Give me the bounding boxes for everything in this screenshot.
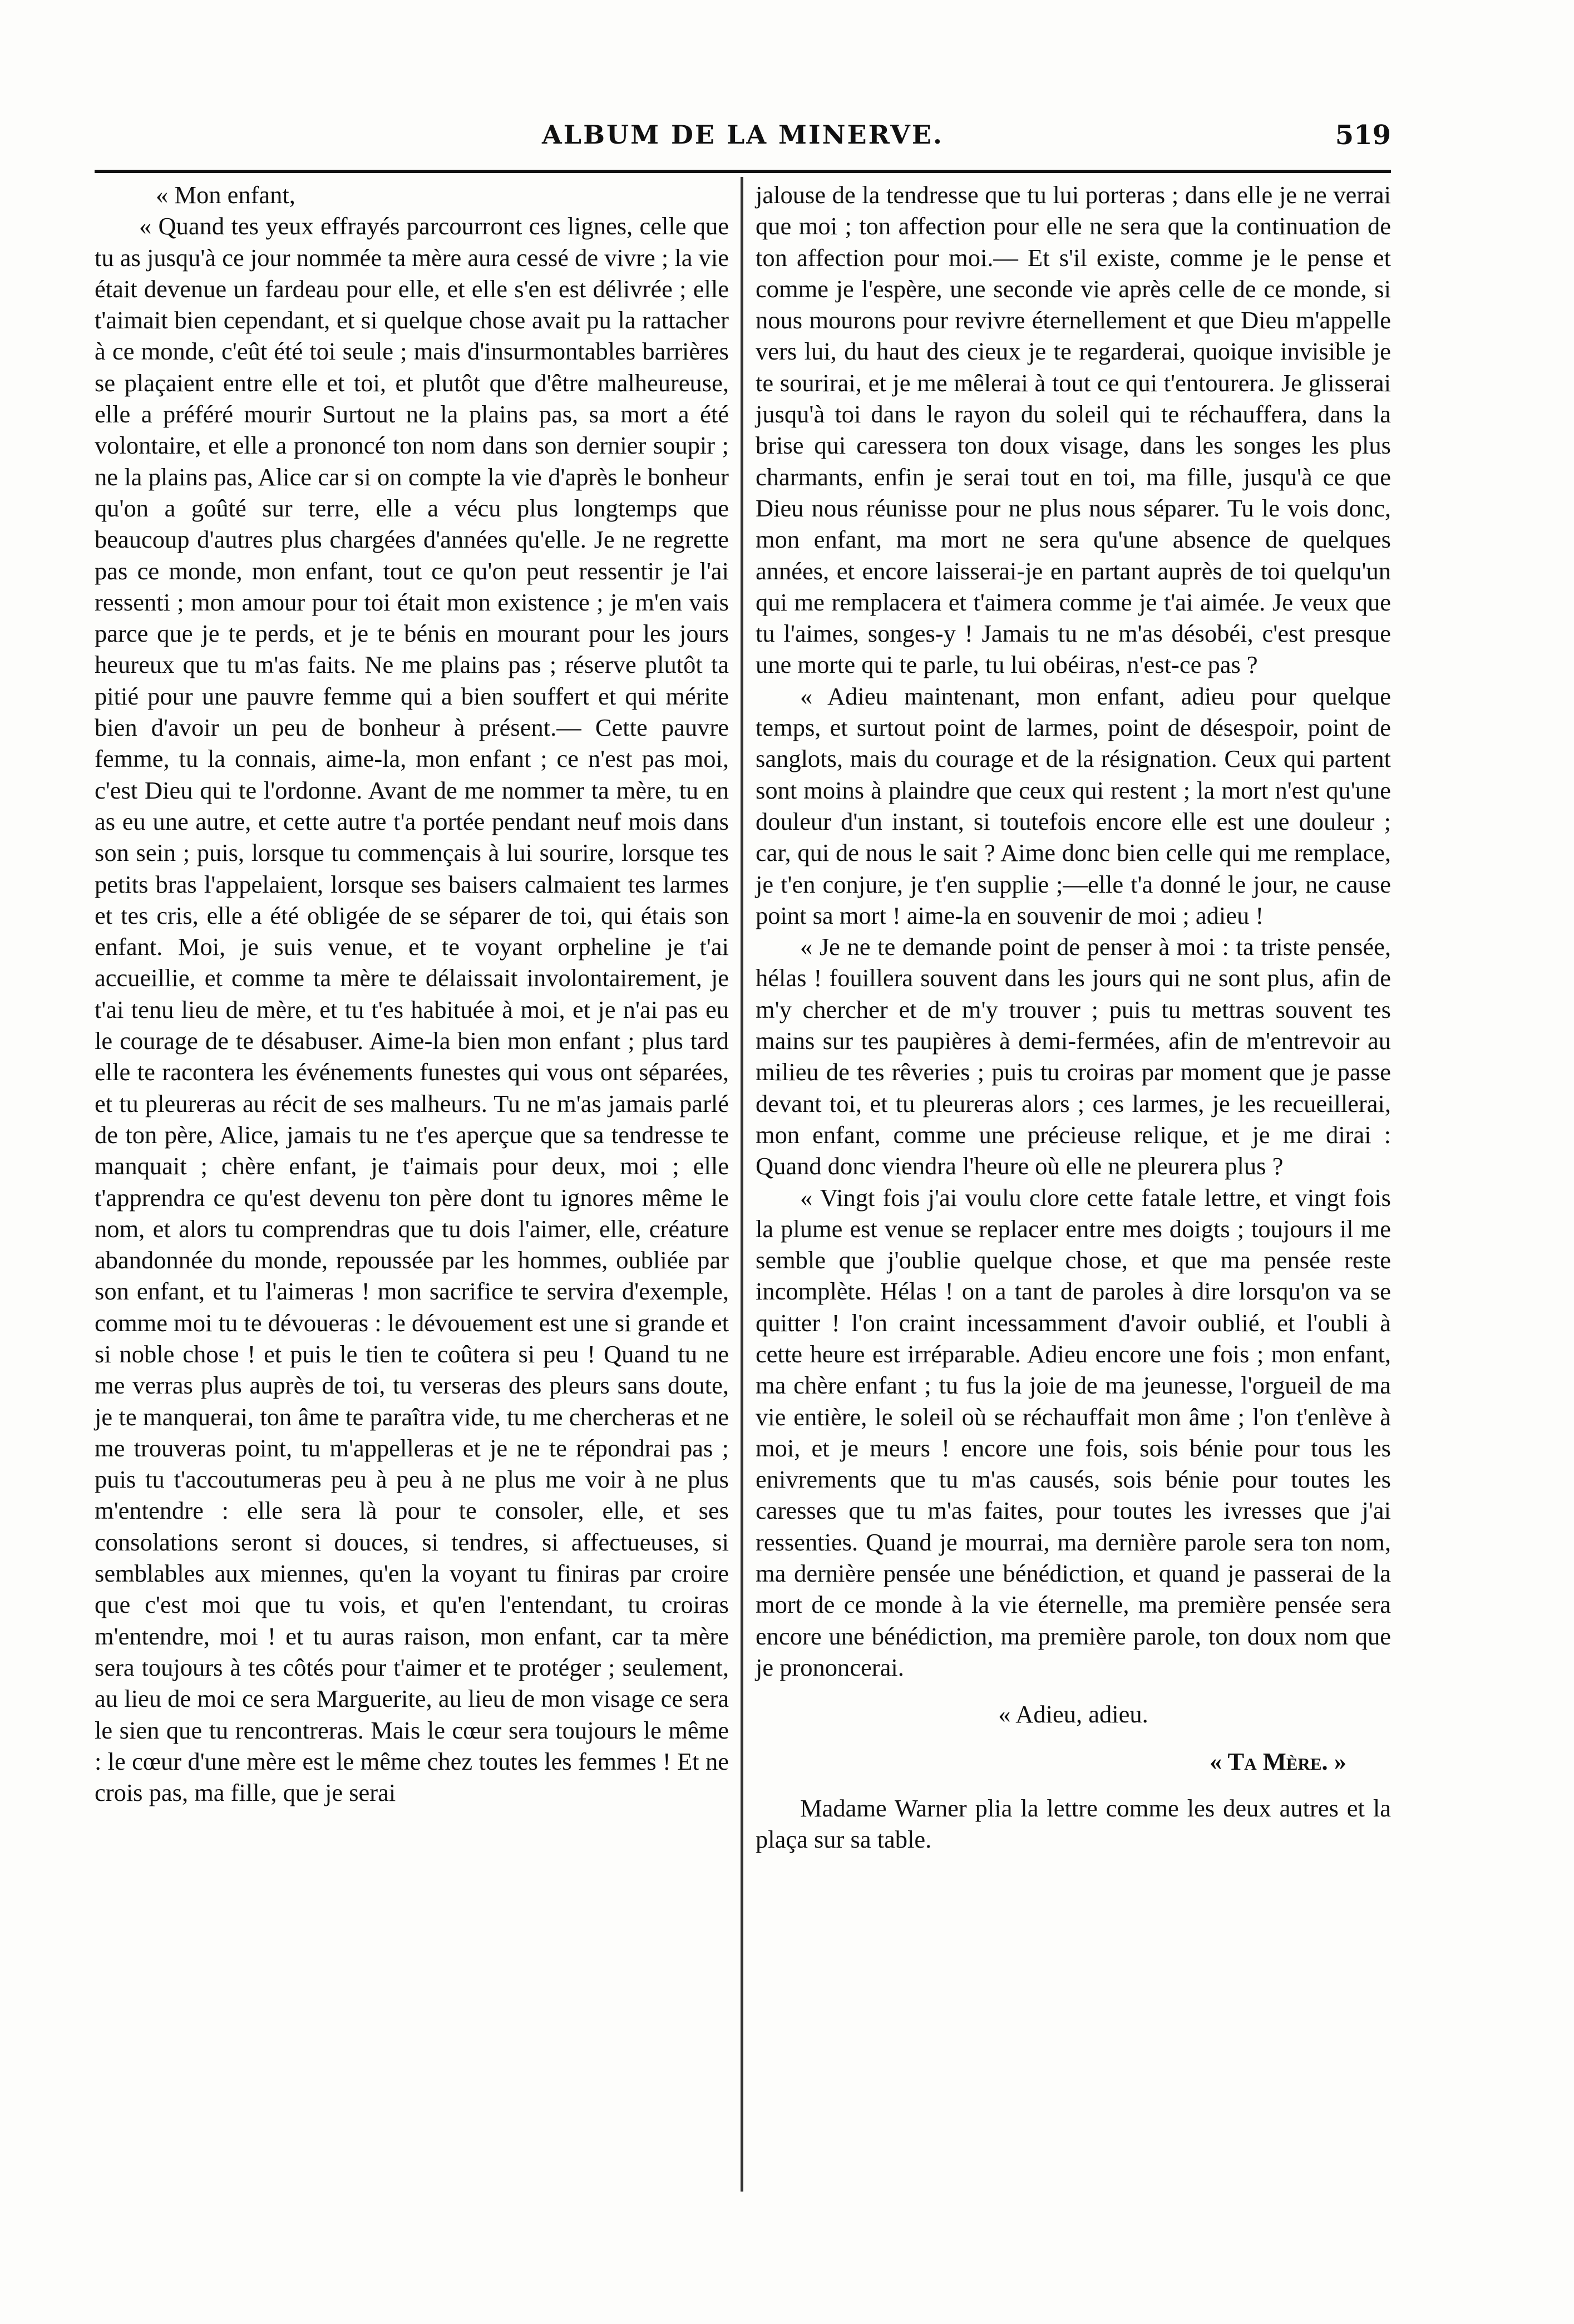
spacer [756,1683,1391,1698]
spacer [756,1730,1391,1746]
page-header [95,120,1391,164]
running-title: ALBUM DE LA MINERVE. [542,120,944,150]
right-column [756,179,1391,1855]
column-divider [741,177,743,2192]
paragraph: « Adieu maintenant, mon enfant, adieu pour quelque temps, et surtout point de larmes, point de désespoir, point de sanglots, mais du courage et de la résignation. Ceux qui partent sont moins à plaindre que ceux qui restent ; la mort n'est qu'une douleur d'un instant, si toutefois encore elle est une douleur ; car, qui de nous le sait ? Aime donc bien celle qui me remplace, je t'en conjure, je t'en supplie ;—elle t'a donné le jour, ne cause point sa mort ! aime-la en souvenir de moi ; adieu ! [756,682,1391,929]
left-column [95,179,729,1808]
letter-farewell: « Adieu, adieu. [998,1700,1148,1729]
header-rule [95,170,1391,173]
page-number: 519 [1335,120,1391,151]
paragraph: « Je ne te demande point de penser à moi : ta triste pensée, hélas ! fouillera souvent dans les jours qui ne sont plus, afin de m'y chercher et de m'y trouver ; puis tu mettras souvent tes mains sur tes paupières à demi-fermées, afin de m'entrevoir au milieu de tes rêveries ; puis tu croiras par moment que je passe devant toi, et tu pleureras alors ; ces larmes, je les recueillerai, mon enfant, comme une précieuse relique, et je me dirai : Quand donc viendra l'heure où elle ne pleurera plus ? [756,933,1391,1180]
paragraph: jalouse de la tendresse que tu lui porteras ; dans elle je ne verrai que moi ; ton affection pour elle ne sera que la continuation de ton affection pour moi.— Et s'il existe, comme je le pense et comme je l'espère, une seconde vie après celle de ce monde, si nous mourons pour revivre éternellement et que Dieu m'appelle vers lui, du haut des cieux je te regarderai, quoique invisible je te sourirai, et je me mêlerai à tout ce qui t'entourera. Je glisserai jusqu'à toi dans le rayon du soleil qui te réchauffera, dans la brise qui caressera ton doux visage, dans les songes les plus charmants, enfin je serai tout en toi, ma fille, jusqu'à ce que Dieu nous réunisse pour ne plus nous séparer. Tu le vois donc, mon enfant, ma mort ne sera qu'une absence de quelques années, et encore laisserai-je en partant auprès de toi quelqu'un qui me remplacera et t'aimera comme je t'ai aimée. Je veux que tu l'aimes, songes-y ! Jamais tu ne m'as désobéi, c'est presque une morte qui te parle, tu lui obéiras, n'est-ce pas ? [756,181,1391,679]
paragraph: « Vingt fois j'ai voulu clore cette fatale lettre, et vingt fois la plume est venue se replacer entre mes doigts ; toujours il me semble que j'oublie quelque chose, et que ma pensée reste incomplète. Hélas ! on a tant de paroles à dire lorsqu'on va se quitter ! l'on craint incessamment d'avoir oublié, et l'oubli à cette heure est irréparable. Adieu encore une fois ; mon enfant, ma chère enfant ; tu fus la joie de ma jeunesse, l'orgueil de ma vie entière, le soleil où se réchauffait mon âme ; l'on t'enlève à moi, et je meurs ! encore une fois, sois bénie pour tous les enivrements que tu m'as causés, sois bénie pour toutes les caresses que tu m'as faites, pour toutes les ivresses que j'ai ressenties. Quand je mourrai, ma dernière parole sera ton nom, ma dernière pensée une bénédiction, et quand je passerai de la mort de ce monde à la vie éternelle, ma première pensée sera encore une bénédiction, ma première parole, ton doux nom que je prononcerai. [756,1183,1391,1681]
letter-signature: « Ta Mère. » [1209,1747,1346,1775]
closing-paragraph: Madame Warner plia la lettre comme les deux autres et la plaça sur sa table. [756,1794,1391,1854]
spacer [756,1777,1391,1793]
letter-salutation: « Mon enfant, [156,181,295,209]
paragraph: « Quand tes yeux effrayés parcourront ces lignes, celle que tu as jusqu'à ce jour nommée ta mère aura cessé de vivre ; la vie était devenue un fardeau pour elle, et elle s'en est délivrée ; elle t'aimait bien cependant, et si quelque chose avait pu la rattacher à ce monde, c'eût été toi seule ; mais d'insurmontables barrières se plaçaient entre elle et toi, et plutôt que d'être malheureuse, elle a préféré mourir Surtout ne la plains pas, sa mort a été volontaire, et elle a prononcé ton nom dans son dernier soupir ; ne la plains pas, Alice car si on compte la vie d'après le bonheur qu'on a goûté sur terre, elle a vécu plus longtemps que beaucoup d'autres plus chargées d'années qu'elle. Je ne regrette pas ce monde, mon enfant, tout ce qu'on peut ressentir je l'ai ressenti ; mon amour pour toi était mon existence ; je m'en vais parce que je te perds, et je te bénis en mourant pour les jours heureux que tu m'as faits. Ne me plains pas ; réserve plutôt ta pitié pour une pauvre femme qui a bien souffert et qui mérite bien d'avoir un peu de bonheur à présent.— Cette pauvre femme, tu la connais, aime-la, mon enfant ; ce n'est pas moi, c'est Dieu qui te l'ordonne. Avant de me nommer ta mère, tu en as eu une autre, et cette autre t'a portée pendant neuf mois dans son sein ; puis, lorsque tu commençais à lui sourire, lorsque tes petits bras l'appelaient, lorsque ses baisers calmaient tes larmes et tes cris, elle a été obligée de se séparer de toi, qui étais son enfant. Moi, je suis venue, et te voyant orpheline je t'ai accueillie, et comme ta mère te délaissait involontairement, je t'ai tenu lieu de mère, et tu t'es habituée à moi, et je n'ai pas eu le courage de te désabuser. Aime-la bien mon enfant ; plus tard elle te racontera les événements funestes qui vous ont séparées, et tu pleureras au récit de ses malheurs. Tu ne m'as jamais parlé de ton père, Alice, jamais tu ne t'es aperçue que sa tendresse te manquait ; chère enfant, je t'aimais pour deux, moi ; elle t'apprendra ce qu'est devenu ton père dont tu ignores même le nom, et alors tu comprendras que tu dois l'aimer, elle, créature abandonnée du monde, repoussée par les hommes, oubliée par son enfant, et tu l'aimeras ! mon sacrifice te servira d'exemple, comme moi tu te dévoueras : le dévouement est une si grande et si noble chose ! et puis le tien te coûtera si peu ! Quand tu ne me verras plus auprès de toi, tu verseras des pleurs sans doute, je te manquerai, ton âme te paraîtra vide, tu me chercheras et ne me trouveras point, tu m'appelleras et je ne te répondrai pas ; puis tu t'accoutumeras peu à peu à ne plus me voir à ne plus m'entendre : elle sera là pour te consoler, elle, et ses consolations seront si douces, si tendres, si affectueuses, si semblables aux miennes, qu'en la voyant tu finiras par croire que c'est moi que tu vois, et qu'en l'entendant, tu croiras m'entendre, moi ! et tu auras raison, mon enfant, car ta mère sera toujours à tes côtés pour t'aimer et te protéger ; seulement, au lieu de moi ce sera Marguerite, au lieu de mon visage ce sera le sien que tu rencontreras. Mais le cœur sera toujours le même : le cœur d'une mère est le même chez toutes les femmes ! Et ne crois pas, ma fille, que je serai [95,212,729,1807]
